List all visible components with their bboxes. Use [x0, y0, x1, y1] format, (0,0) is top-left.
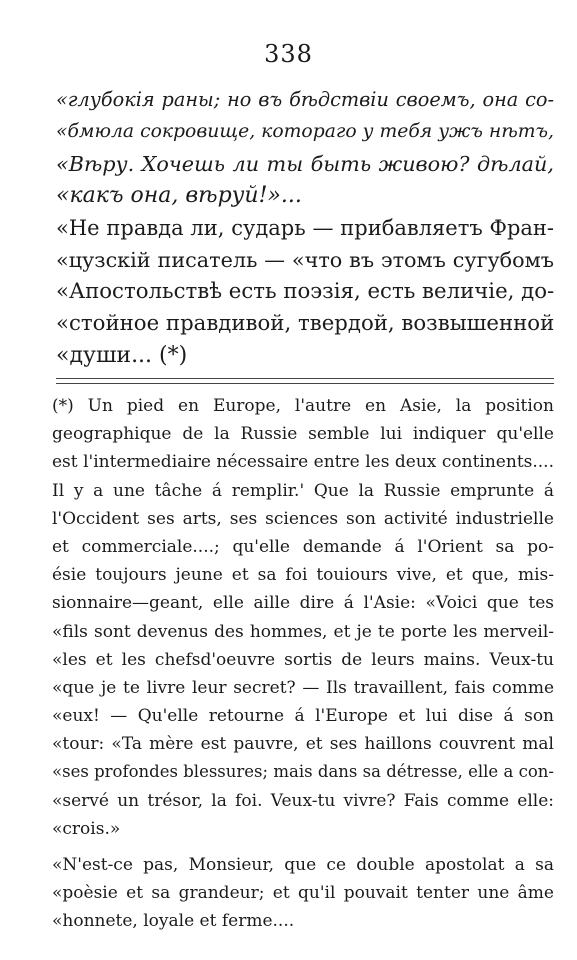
- footnote-line: «poèsie et sa grandeur; et qu'il pouvait tenter une âme: [52, 883, 554, 904]
- footnote-line: ésie toujours jeune et sa foi touiours vive, et que, mis-: [52, 565, 554, 586]
- footnote-line: «servé un trésor, la foi. Veux-tu vivre? Fais comme elle:: [52, 790, 554, 811]
- text-line: «Апостольствѣ есть поэзія, есть величіе, до-: [56, 279, 555, 304]
- footnote-line: «les et les chefsd'oeuvre sortis de leurs mains. Veux-tu: [52, 649, 554, 670]
- text-line: «Вѣру. Хочешь ли ты быть живою? дѣлай,: [56, 152, 554, 176]
- footnote-line: «eux! — Qu'elle retourne á l'Europe et lui dise á son: [52, 706, 554, 727]
- text-line: «бмюла сокровище, котораго у тебя ужъ нѣтъ,: [56, 121, 554, 142]
- footnote-block: [52, 392, 554, 936]
- footnote-line: (*) Un pied en Europe, l'autre en Asie, la position: [52, 396, 554, 416]
- footnote-line: et commerciale....; qu'elle demande á l'Orient sa po-: [52, 536, 554, 557]
- footnote-line: «crois.»: [52, 818, 121, 839]
- footnote-line: l'Occident ses arts, ses sciences son activité industrielle: [52, 508, 554, 529]
- footnote-line: «honnete, loyale et ferme....: [52, 911, 295, 932]
- text-line: «Не правда ли, сударь — прибавляетъ Фран-: [56, 216, 554, 240]
- footnote-line: geographique de la Russie semble lui indiquer qu'elle: [52, 424, 554, 445]
- text-line: «цузскій писатель — «что въ этомъ сугубомъ: [56, 248, 554, 272]
- main-text-block: [56, 84, 554, 372]
- footnote-line: «fils sont devenus des hommes, et je te porte les merveil-: [52, 621, 554, 642]
- footnote-line: «ses profondes blessures; mais dans sa détresse, elle a con-: [52, 762, 554, 782]
- text-line: «глубокія раны; но въ бѣдствіи своемъ, она со-: [56, 88, 554, 111]
- footnote-line: «tour: «Ta mère est pauvre, et ses haillons couvrent mal: [52, 734, 554, 755]
- text-line: «стойное правдивой, твердой, возвышенной: [56, 311, 555, 336]
- footnote-line: est l'intermediaire nécessaire entre les deux continents....: [52, 452, 554, 473]
- page-number: 338: [264, 40, 313, 68]
- footnote-line: «N'est-ce pas, Monsieur, que ce double apostolat a sa: [52, 855, 554, 875]
- footnote-line: sionnaire—geant, elle aille dire á l'Asie: «Voici que tes: [52, 593, 554, 614]
- text-line: «какъ она, вѣруй!»...: [56, 183, 302, 208]
- footnote-line: «que je te livre leur secret? — Ils travaillent, fais comme: [52, 677, 554, 698]
- text-line: «души... (*): [56, 343, 188, 368]
- footnote-line: Il y a une tâche á remplir.' Que la Russie emprunte á: [52, 480, 554, 501]
- footnote-divider: [56, 378, 554, 384]
